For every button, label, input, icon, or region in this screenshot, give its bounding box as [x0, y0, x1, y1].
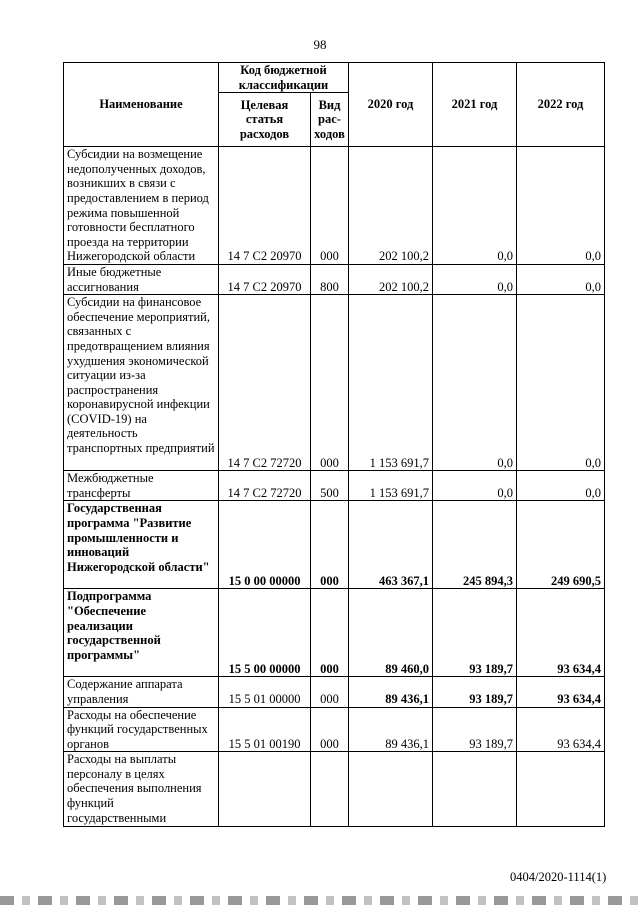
header-2020: 2020 год	[349, 63, 433, 147]
row-expense-type: 000	[311, 295, 349, 471]
scan-edge	[0, 896, 640, 905]
row-value-2020	[349, 752, 433, 827]
row-target-code: 15 5 01 00190	[219, 707, 311, 752]
row-value-2021: 0,0	[433, 264, 517, 294]
row-target-code: 15 5 00 00000	[219, 589, 311, 677]
header-2021: 2021 год	[433, 63, 517, 147]
row-expense-type: 000	[311, 677, 349, 707]
row-target-code: 15 5 01 00000	[219, 677, 311, 707]
row-target-code	[219, 752, 311, 827]
row-expense-type: 000	[311, 501, 349, 589]
row-value-2020: 463 367,1	[349, 501, 433, 589]
row-value-2021: 93 189,7	[433, 589, 517, 677]
row-value-2020: 89 436,1	[349, 677, 433, 707]
page-number: 98	[313, 37, 327, 52]
row-value-2020: 202 100,2	[349, 264, 433, 294]
header-vid: Вид рас-ходов	[311, 93, 349, 147]
row-target-code: 14 7 С2 72720	[219, 295, 311, 471]
header-name: Наименование	[64, 63, 219, 147]
table-row	[64, 264, 605, 294]
row-value-2020: 202 100,2	[349, 147, 433, 265]
row-name: Расходы на обеспечение функций государственных органов	[64, 707, 219, 752]
row-value-2022: 249 690,5	[517, 501, 605, 589]
row-value-2021: 0,0	[433, 147, 517, 265]
row-value-2022: 93 634,4	[517, 589, 605, 677]
table-row	[64, 677, 605, 707]
row-value-2021: 245 894,3	[433, 501, 517, 589]
table-row	[64, 501, 605, 589]
table-row	[64, 707, 605, 752]
row-value-2020: 89 460,0	[349, 589, 433, 677]
header-code-group: Код бюджетной классификации	[219, 63, 349, 93]
row-name: Государственная программа "Развитие промышленности и инноваций Нижегородской области"	[64, 501, 219, 589]
row-target-code: 14 7 С2 72720	[219, 471, 311, 501]
row-target-code: 15 0 00 00000	[219, 501, 311, 589]
row-name: Подпрограмма "Обеспечение реализации государственной программы"	[64, 589, 219, 677]
row-value-2022	[517, 752, 605, 827]
header-target: Целевая статья расходов	[219, 93, 311, 147]
row-value-2020: 89 436,1	[349, 707, 433, 752]
row-value-2021: 93 189,7	[433, 677, 517, 707]
row-expense-type: 000	[311, 589, 349, 677]
table-row	[64, 589, 605, 677]
row-name: Субсидии на финансовое обеспечение мероприятий, связанных с предотвращением влияния ухудшения экономической ситуации из-за распространения коронавирусной инфекции (COVID-19) на деятельность транспортных предприятий	[64, 295, 219, 471]
row-value-2021: 0,0	[433, 471, 517, 501]
row-value-2021	[433, 752, 517, 827]
row-value-2022: 0,0	[517, 264, 605, 294]
row-target-code: 14 7 С2 20970	[219, 264, 311, 294]
row-name: Расходы на выплаты персоналу в целях обеспечения выполнения функций государственными	[64, 752, 219, 827]
row-value-2021: 0,0	[433, 295, 517, 471]
row-expense-type: 800	[311, 264, 349, 294]
row-value-2022: 93 634,4	[517, 707, 605, 752]
table-row	[64, 147, 605, 265]
row-target-code: 14 7 С2 20970	[219, 147, 311, 265]
row-name: Иные бюджетные ассигнования	[64, 264, 219, 294]
row-value-2022: 93 634,4	[517, 677, 605, 707]
row-expense-type: 500	[311, 471, 349, 501]
row-expense-type: 000	[311, 147, 349, 265]
table-row	[64, 295, 605, 471]
table-row	[64, 752, 605, 827]
row-expense-type	[311, 752, 349, 827]
table-row	[64, 471, 605, 501]
row-name: Межбюджетные трансферты	[64, 471, 219, 501]
row-value-2020: 1 153 691,7	[349, 295, 433, 471]
row-expense-type: 000	[311, 707, 349, 752]
row-value-2022: 0,0	[517, 147, 605, 265]
row-value-2022: 0,0	[517, 471, 605, 501]
budget-table	[63, 62, 605, 827]
row-name: Содержание аппарата управления	[64, 677, 219, 707]
row-value-2021: 93 189,7	[433, 707, 517, 752]
row-name: Субсидии на возмещение недополученных доходов, возникших в связи с предоставлением в период режима повышенной готовности бесплатного проезда на территории Нижегородской области	[64, 147, 219, 265]
header-2022: 2022 год	[517, 63, 605, 147]
row-value-2022: 0,0	[517, 295, 605, 471]
row-value-2020: 1 153 691,7	[349, 471, 433, 501]
document-code: 0404/2020-1114(1)	[510, 870, 607, 884]
